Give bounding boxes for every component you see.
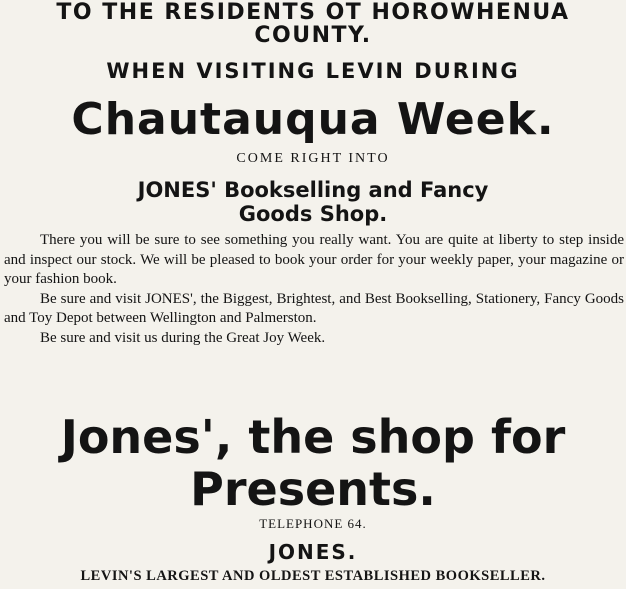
slogan-line-1: Jones', the shop for — [60, 410, 566, 464]
footer-tagline: LEVIN'S LARGEST AND OLDEST ESTABLISHED BOOKSELLER. — [80, 568, 546, 584]
shop-name-line-1: JONES' Bookselling and Fancy — [137, 178, 489, 202]
slogan-line-2: Presents. — [190, 462, 436, 516]
event-title: Chautauqua Week. — [71, 94, 555, 145]
signature: JONES. — [268, 540, 358, 564]
body-paragraph-2: Be sure and visit JONES', the Biggest, Brightest, and Best Bookselling, Stationery, Fancy Goods and Toy Depot between Wellington and Palmerston. — [4, 290, 624, 326]
body-paragraph-1: There you will be sure to see something you really want. You are quite at liberty to step inside and inspect our stock. We will be pleased to book your order for your weekly paper, your magazine or your fashion book. — [4, 232, 624, 287]
heading-line-1: TO THE RESIDENTS OT HOROWHENUA — [56, 0, 570, 25]
heading-line-2: COUNTY. — [254, 23, 372, 48]
shop-name-line-2: Goods Shop. — [238, 202, 388, 226]
heading-line-3: WHEN VISITING LEVIN DURING — [106, 59, 520, 83]
invite-text: COME RIGHT INTO — [236, 151, 390, 166]
telephone: TELEPHONE 64. — [259, 516, 367, 531]
body-paragraph-3: Be sure and visit us during the Great Joy Week. — [40, 329, 326, 346]
body-text — [4, 231, 624, 348]
